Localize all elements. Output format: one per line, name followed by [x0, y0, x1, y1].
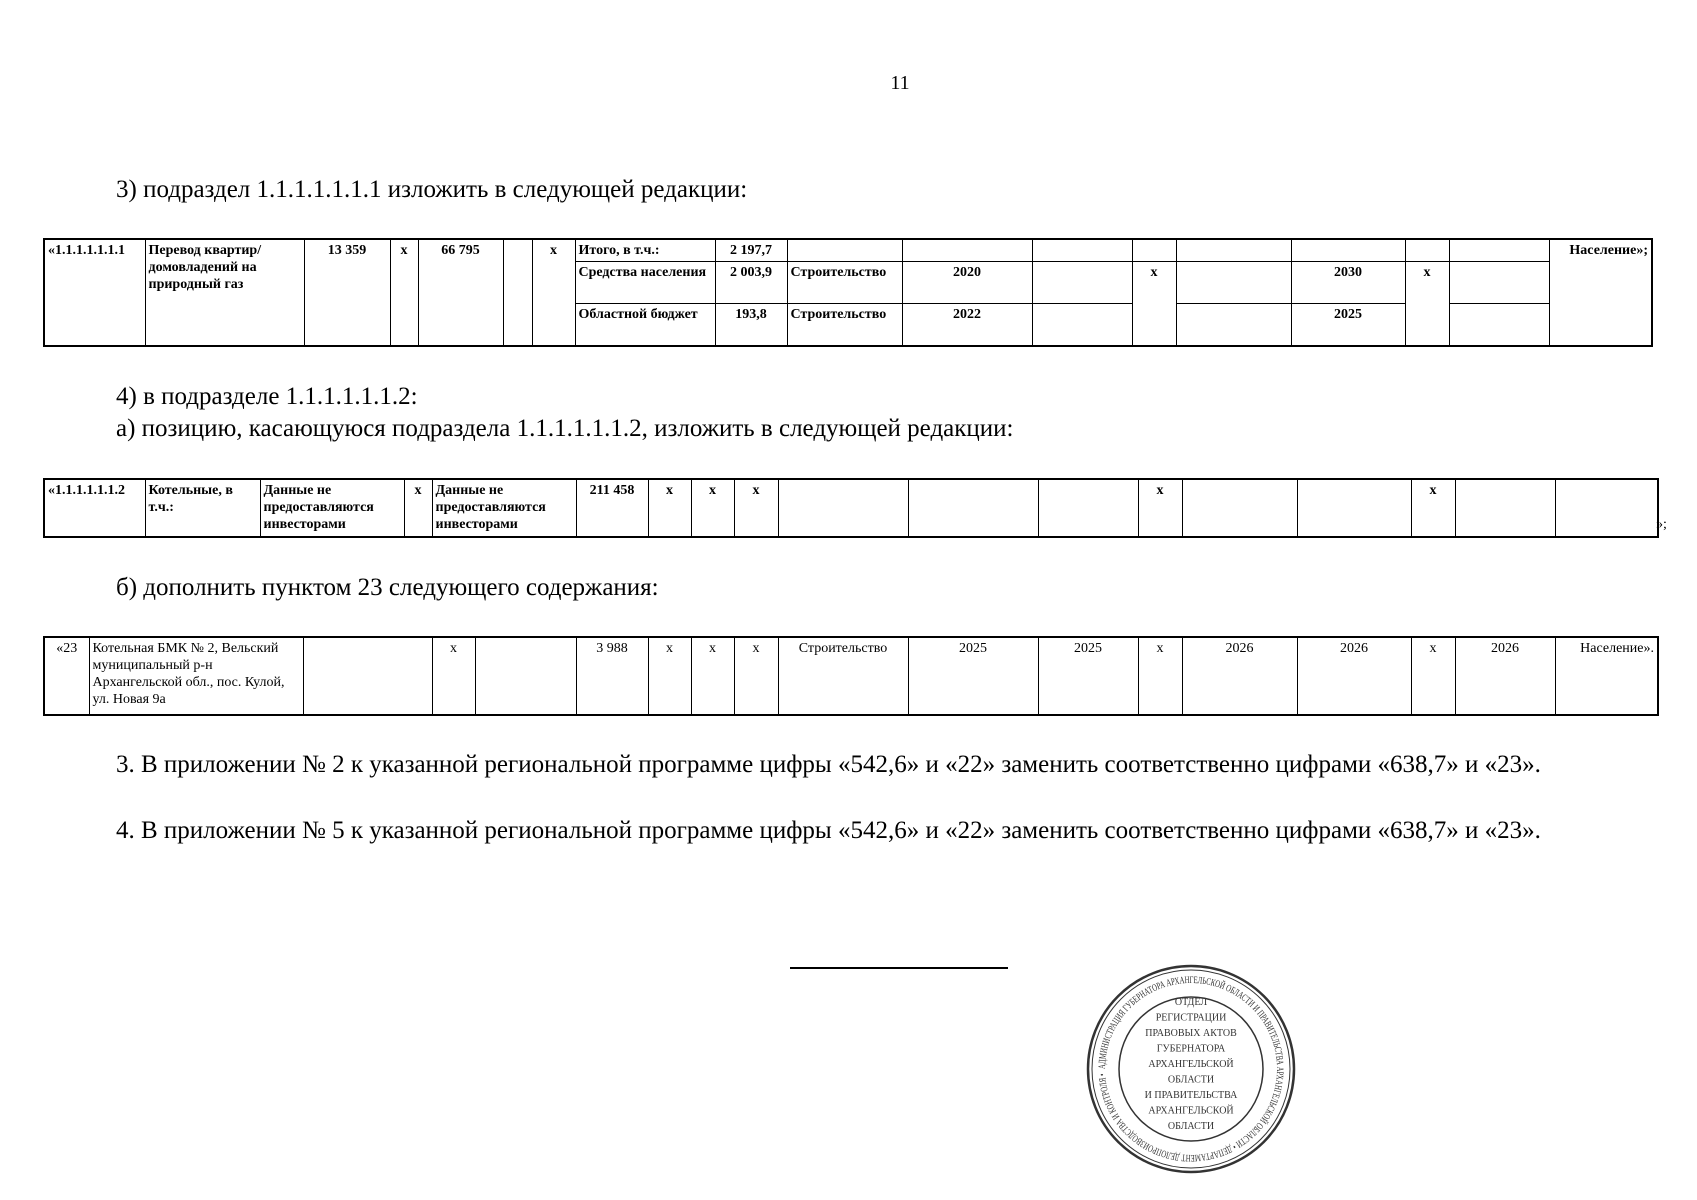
t3-cell — [475, 637, 576, 715]
subsection-table-1 — [43, 238, 1653, 347]
t1-cell — [1132, 239, 1176, 262]
t1-cell — [1449, 304, 1549, 346]
t1-cell — [1291, 239, 1405, 262]
t1-cell — [1405, 239, 1449, 262]
t1-c4: х — [390, 239, 418, 346]
stamp-center-line: ГУБЕРНАТОРА — [1156, 1043, 1226, 1055]
t1-type-regional: Строительство — [787, 304, 902, 346]
t2-c9: х — [734, 479, 778, 537]
t1-name: Перевод квартир/ домовладений на природный газ — [145, 239, 304, 346]
t3-c7: х — [648, 637, 691, 715]
stamp-center-line: И ПРАВИТЕЛЬСТВА — [1144, 1090, 1238, 1101]
t3-c6: 3 988 — [576, 637, 648, 715]
t1-cell — [1449, 262, 1549, 304]
signature-line — [790, 967, 1008, 969]
item-4-paragraph: 4. В приложении № 5 к указанной региональной программе цифры «542,6» и «22» заменить соответственно цифрами «638,7» и «23». — [116, 817, 1541, 844]
t2-cell — [1455, 479, 1555, 537]
t3-c15: 2026 — [1297, 637, 1411, 715]
t1-year2-regional: 2025 — [1291, 304, 1405, 346]
t2-c5: Данные не предоставляются инвесторами — [432, 479, 576, 537]
t1-year1-population: 2020 — [902, 262, 1032, 304]
t1-code: «1.1.1.1.1.1.1 — [44, 239, 145, 346]
t3-c8: х — [691, 637, 734, 715]
subsection-3-heading: 3) подраздел 1.1.1.1.1.1.1 изложить в следующей редакции: — [116, 176, 748, 203]
t3-c18: Население». — [1555, 637, 1658, 715]
t1-year1-regional: 2022 — [902, 304, 1032, 346]
t2-c13: х — [1138, 479, 1182, 537]
t3-c11: 2025 — [908, 637, 1038, 715]
t2-code: «1.1.1.1.1.1.2 — [44, 479, 145, 537]
t1-last: Население»; — [1549, 239, 1652, 346]
t1-cell — [1032, 304, 1132, 346]
stamp-center-text — [1145, 997, 1239, 1132]
t1-cell — [1032, 262, 1132, 304]
t1-cell — [1032, 239, 1132, 262]
t2-c7: х — [648, 479, 691, 537]
stamp-center-line: ОТДЕЛ — [1174, 997, 1208, 1008]
t2-c4: х — [404, 479, 432, 537]
t1-amount-population: 2 003,9 — [715, 262, 787, 304]
t1-source-population: Средства населения — [575, 262, 715, 304]
t3-c17: 2026 — [1455, 637, 1555, 715]
t1-c6 — [503, 239, 532, 346]
t3-c13: х — [1138, 637, 1182, 715]
subsection-table-2 — [43, 478, 1659, 538]
stamp-center-line: РЕГИСТРАЦИИ — [1155, 1012, 1227, 1024]
subsection-4-heading: 4) в подразделе 1.1.1.1.1.1.2: — [116, 383, 418, 410]
t2-cell — [1182, 479, 1297, 537]
t3-c4: х — [432, 637, 475, 715]
t1-cell — [902, 239, 1032, 262]
t2-c3: Данные не предоставляются инвесторами — [260, 479, 404, 537]
t1-cell — [1176, 262, 1291, 304]
t1-amount-total: 2 197,7 — [715, 239, 787, 262]
t3-code: «23 — [44, 637, 89, 715]
stamp-center-line: ОБЛАСТИ — [1167, 1074, 1215, 1086]
t2-cell — [778, 479, 908, 537]
t1-c5: 66 795 — [418, 239, 503, 346]
t1-amount-regional: 193,8 — [715, 304, 787, 346]
t1-x1: х — [1132, 262, 1176, 346]
stamp-center-line: ПРАВОВЫХ АКТОВ — [1145, 1028, 1237, 1039]
t3-c12: 2025 — [1038, 637, 1138, 715]
t2-c16: х — [1411, 479, 1455, 537]
t1-type-population: Строительство — [787, 262, 902, 304]
t2-cell — [1555, 479, 1658, 537]
t1-source-regional: Областной бюджет — [575, 304, 715, 346]
t3-c14: 2026 — [1182, 637, 1297, 715]
page-number: 11 — [890, 72, 910, 94]
t3-c10: Строительство — [778, 637, 908, 715]
t1-cell — [787, 239, 902, 262]
subsection-4b-heading: б) дополнить пунктом 23 следующего содержания: — [116, 574, 659, 601]
t3-c9: х — [734, 637, 778, 715]
t3-cell — [303, 637, 432, 715]
t3-name: Котельная БМК № 2, Вельский муниципальный р-н Архангельской обл., пос. Кулой, ул. Новая 9а — [89, 637, 303, 715]
t2-name: Котельные, в т.ч.: — [145, 479, 260, 537]
t2-closing-quote: »; — [1656, 517, 1667, 532]
t1-c7: х — [532, 239, 575, 346]
t1-x2: х — [1405, 262, 1449, 346]
stamp-center-line: АРХАНГЕЛЬСКОЙ — [1148, 1059, 1234, 1070]
item-3-paragraph: 3. В приложении № 2 к указанной региональной программе цифры «542,6» и «22» заменить соответственно цифрами «638,7» и «23». — [116, 751, 1541, 778]
t1-source-total: Итого, в т.ч.: — [575, 239, 715, 262]
t2-c8: х — [691, 479, 734, 537]
stamp-center-line: ОБЛАСТИ — [1167, 1121, 1215, 1132]
subsection-4a-heading: а) позицию, касающуюся подраздела 1.1.1.1.1.1.2, изложить в следующей редакции: — [116, 415, 1014, 442]
t1-year2-population: 2030 — [1291, 262, 1405, 304]
t3-c16: х — [1411, 637, 1455, 715]
subsection-table-3 — [43, 636, 1659, 716]
stamp-center-line: АРХАНГЕЛЬСКОЙ — [1148, 1105, 1234, 1117]
t2-cell — [908, 479, 1038, 537]
t1-cell — [1176, 239, 1291, 262]
t1-cell — [1449, 239, 1549, 262]
stamp-ring-textpath: АДМИНИСТРАЦИЯ ГУБЕРНАТОРА АРХАНГЕЛЬСКОЙ ОБЛАСТИ И ПРАВИТЕЛЬСТВА АРХАНГЕЛЬСКОЙ ОБЛАСТИ • ДЕПАРТАМЕНТ ДЕЛОПРОИЗВОДСТВА И КОНТРОЛЯ • — [1096, 974, 1286, 1164]
t2-c6: 211 458 — [576, 479, 648, 537]
t2-cell — [1297, 479, 1411, 537]
t1-cell — [1176, 304, 1291, 346]
t1-c3: 13 359 — [304, 239, 390, 346]
t2-cell — [1038, 479, 1138, 537]
official-stamp — [1085, 963, 1297, 1175]
